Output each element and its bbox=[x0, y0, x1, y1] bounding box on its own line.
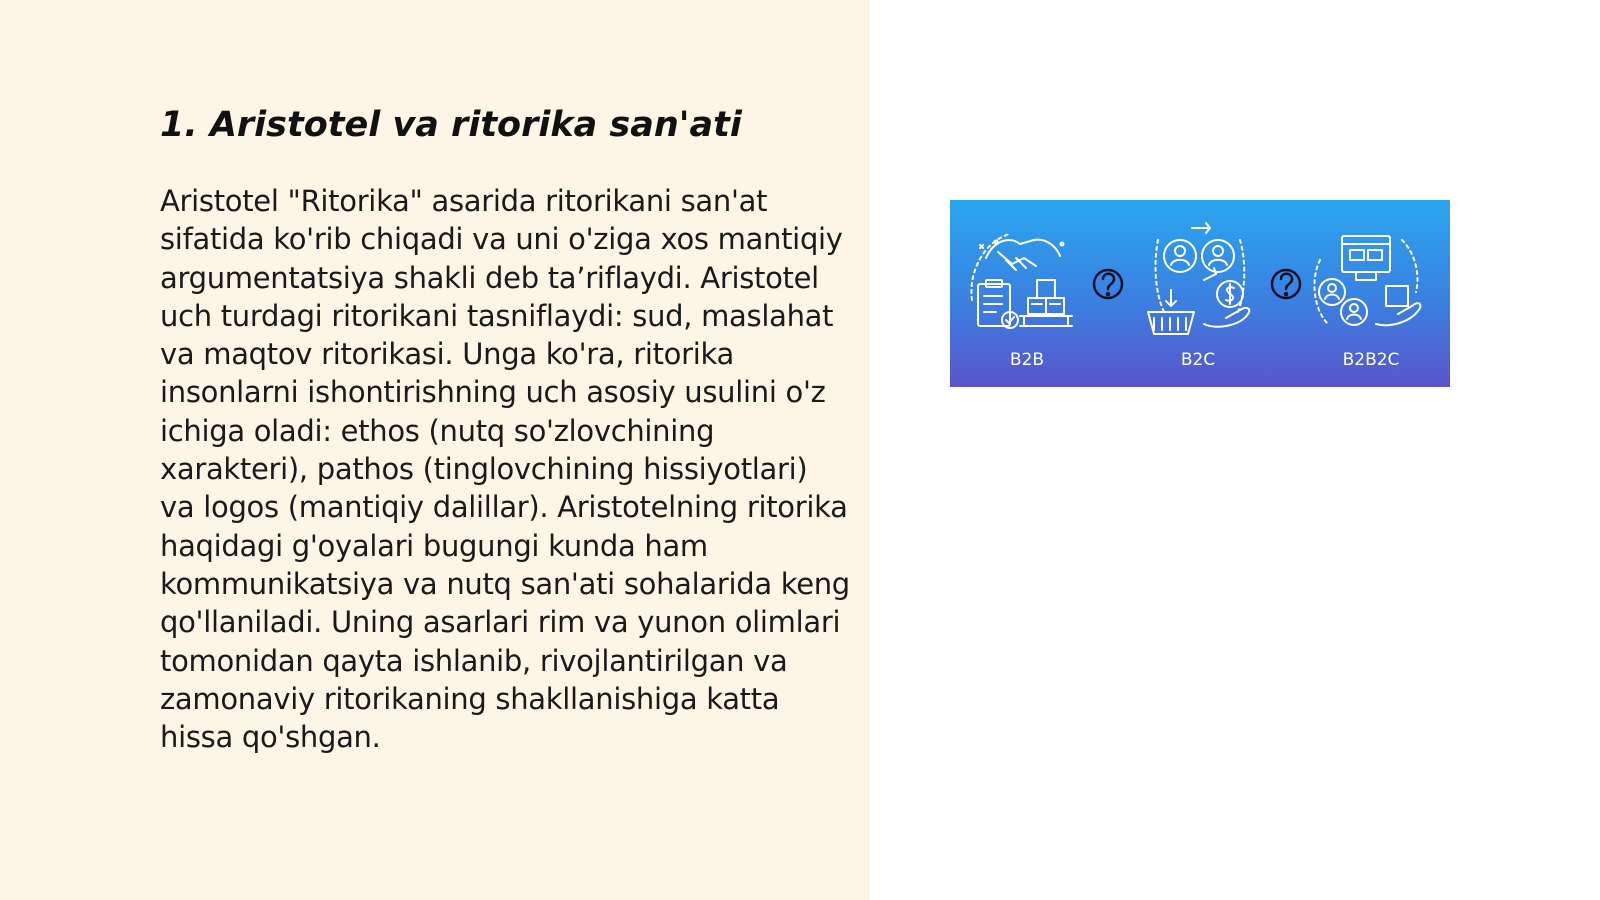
network-people-icon bbox=[1314, 236, 1420, 325]
slide-title: 1. Aristotel va ritorika san'ati bbox=[160, 105, 742, 145]
banner-label-b2b2c: B2B2C bbox=[1342, 350, 1400, 370]
banner-label-b2c: B2C bbox=[1180, 350, 1216, 370]
dollar-hand-icon bbox=[1204, 268, 1249, 327]
business-model-banner bbox=[950, 200, 1450, 387]
handshake-icon bbox=[980, 240, 1064, 270]
shopping-basket-icon bbox=[1148, 290, 1194, 334]
banner-label-b2b: B2B bbox=[1009, 350, 1045, 370]
slide-body-text: Aristotel "Ritorika" asarida ritorikani san'at sifatida ko'rib chiqadi va uni o'ziga xos mantiqiy argumentatsiya shakli deb ta’riflaydi. Aristotel uch turdagi ritorikani tasniflaydi: sud, maslahat va maqtov ritorikasi. Unga ko'ra, ritorika insonlarni ishontirishning uch asosiy usulini o'z ichiga oladi: ethos (nutq so'zlovchining xarakteri), pathos (tinglovchining hissiyotlari) va logos (mantiqiy dalillar). Aristotelning ritorika haqidagi g'oyalari bugungi kunda ham kommunikatsiya va nutq san'ati sohalarida keng qo'llaniladi. Uning asarlari rim va yunon olimlari tomonidan qayta ishlanib, rivojlantirilgan va zamonaviy ritorikaning shakllanishiga katta hissa qo'shgan. bbox=[160, 184, 850, 755]
clipboard-icon bbox=[978, 280, 1018, 328]
boxes-icon bbox=[1020, 280, 1072, 326]
question-icon bbox=[1272, 270, 1300, 298]
question-icon bbox=[1094, 270, 1122, 298]
